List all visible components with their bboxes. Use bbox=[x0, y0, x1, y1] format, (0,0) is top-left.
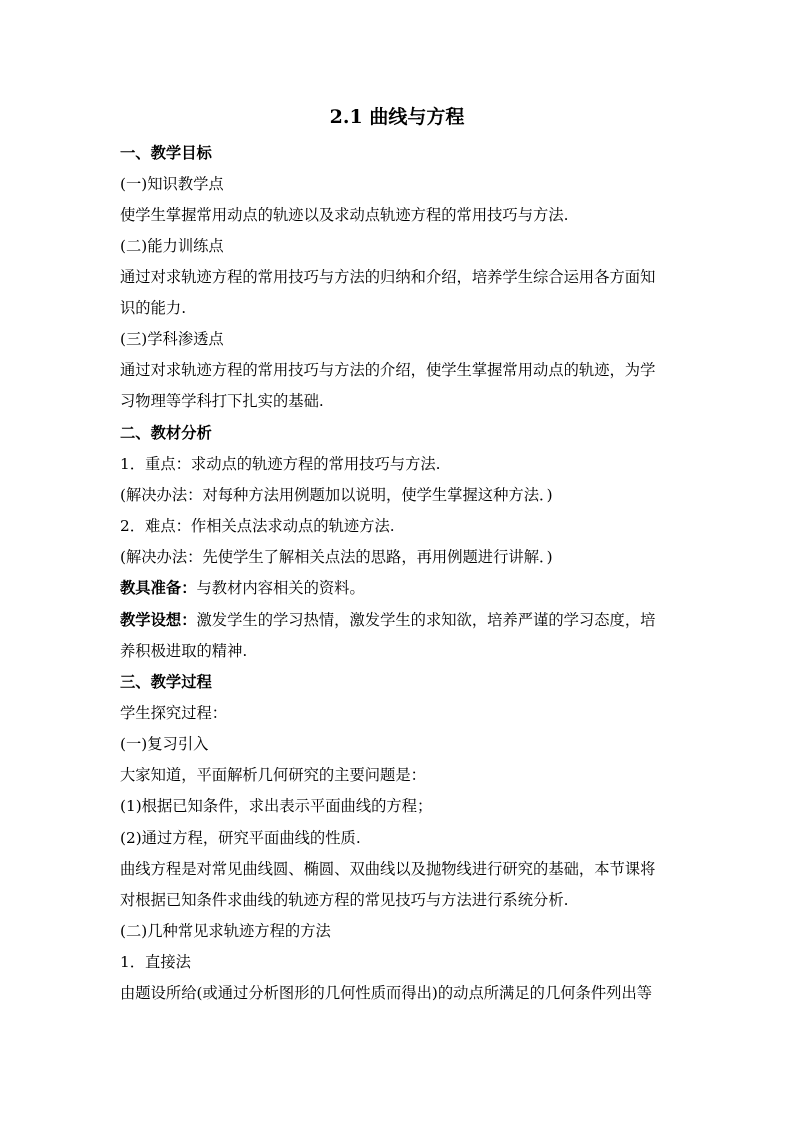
paragraph-knowledge: 使学生掌握常用动点的轨迹以及求动点轨迹方程的常用技巧与方法. bbox=[120, 206, 569, 224]
paragraph-ability-line1: 通过对求轨迹方程的常用技巧与方法的归纳和介绍，培养学生综合运用各方面知 bbox=[120, 268, 656, 286]
difficult-point-solution: (解决办法：先使学生了解相关点法的思路，再用例题进行讲解．) bbox=[120, 548, 553, 566]
subheading-ability: (二)能力训练点 bbox=[120, 237, 224, 255]
review-summary-line2: 对根据已知条件求曲线的轨迹方程的常见技巧与方法进行系统分析. bbox=[120, 891, 569, 909]
subheading-knowledge: (一)知识教学点 bbox=[120, 175, 224, 193]
method-direct-text: 由题设所给(或通过分析图形的几何性质而得出)的动点所满足的几何条件列出等 bbox=[120, 984, 653, 1002]
difficult-point: 2．难点：作相关点法求动点的轨迹方法. bbox=[120, 517, 395, 535]
design-line1 bbox=[120, 610, 680, 630]
design-text-line1: 激发学生的学习热情，激发学生的求知欲，培养严谨的学习态度，培 bbox=[196, 611, 656, 629]
section-heading-process: 三、教学过程 bbox=[120, 673, 212, 691]
process-intro: 学生探究过程： bbox=[120, 704, 228, 722]
tools-line bbox=[120, 578, 680, 598]
section-heading-objectives: 一、教学目标 bbox=[120, 144, 212, 162]
paragraph-discipline-line2: 习物理等学科打下扎实的基础. bbox=[120, 392, 324, 410]
review-summary-line1: 曲线方程是对常见曲线圆、椭圆、双曲线以及抛物线进行研究的基础，本节课将 bbox=[120, 860, 656, 878]
tools-text: 与教材内容相关的资料。 bbox=[196, 579, 365, 597]
tools-label: 教具准备： bbox=[120, 579, 197, 597]
paragraph-ability-line2: 识的能力. bbox=[120, 299, 187, 317]
key-point-solution: (解决办法：对每种方法用例题加以说明，使学生掌握这种方法．) bbox=[120, 486, 553, 504]
subheading-methods: (二)几种常见求轨迹方程的方法 bbox=[120, 922, 331, 940]
review-item-1: (1)根据已知条件，求出表示平面曲线的方程； bbox=[120, 797, 433, 815]
subheading-review: (一)复习引入 bbox=[120, 735, 209, 753]
review-text: 大家知道，平面解析几何研究的主要问题是： bbox=[120, 766, 426, 784]
design-text-line2: 养积极进取的精神. bbox=[120, 642, 248, 660]
key-point: 1．重点：求动点的轨迹方程的常用技巧与方法. bbox=[120, 455, 441, 473]
design-label: 教学设想： bbox=[120, 611, 197, 629]
review-item-2: (2)通过方程，研究平面曲线的性质. bbox=[120, 829, 361, 847]
paragraph-discipline-line1: 通过对求轨迹方程的常用技巧与方法的介绍，使学生掌握常用动点的轨迹，为学 bbox=[120, 361, 656, 379]
subheading-discipline: (三)学科渗透点 bbox=[120, 330, 224, 348]
page-title: 2.1 曲线与方程 bbox=[329, 106, 465, 128]
section-heading-material: 二、教材分析 bbox=[120, 424, 212, 442]
method-direct: 1．直接法 bbox=[120, 953, 191, 971]
